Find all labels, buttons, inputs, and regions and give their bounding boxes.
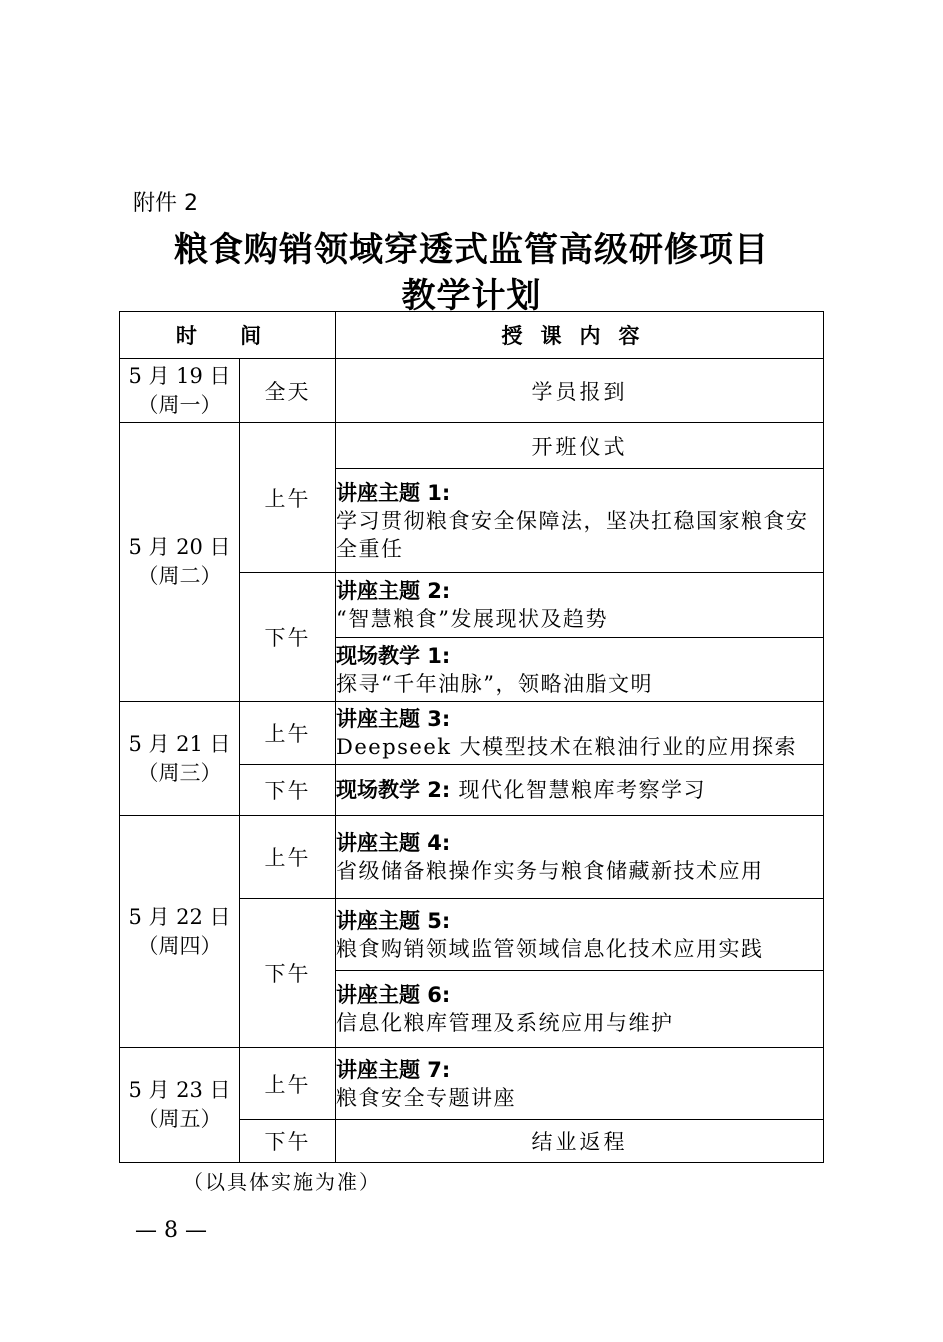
document-title: 粮食购销领域穿透式监管高级研修项目	[174, 230, 769, 270]
session-text: Deepseek 大模型技术在粮油行业的应用探索	[336, 735, 798, 759]
session-text: 粮食购销领域监管领域信息化技术应用实践	[336, 936, 764, 961]
session-title: 讲座主题 7:	[336, 1057, 451, 1082]
table-row	[120, 423, 824, 469]
session-part: 下午	[240, 765, 336, 816]
header-time: 时 间	[120, 312, 336, 359]
date-cell	[120, 359, 240, 423]
table-row	[120, 816, 824, 899]
session-content	[336, 971, 824, 1048]
session-text: 粮食安全专题讲座	[336, 1085, 516, 1110]
session-text: 学习贯彻粮食安全保障法，坚决扛稳国家粮食安全重任	[336, 508, 809, 561]
session-content	[336, 638, 824, 702]
session-content: 开班仪式	[336, 423, 824, 469]
session-title: 讲座主题 3:	[336, 707, 451, 731]
date: 5 月 21 日	[128, 731, 231, 756]
weekday: （周五）	[137, 1107, 222, 1131]
session-content: 学员报到	[336, 359, 824, 423]
session-text: 省级储备粮操作实务与粮食储藏新技术应用	[336, 859, 764, 883]
session-content	[336, 469, 824, 573]
weekday: （周四）	[137, 933, 222, 958]
session-content	[336, 702, 824, 765]
date-cell	[120, 423, 240, 702]
teaching-plan-table	[119, 311, 824, 1163]
session-part: 下午	[240, 899, 336, 1048]
session-title: 讲座主题 2:	[336, 579, 451, 603]
session-part: 下午	[240, 573, 336, 702]
session-text: 探寻“千年油脉”，领略油脂文明	[336, 671, 653, 696]
session-title: 讲座主题 4:	[336, 831, 451, 855]
weekday: （周三）	[137, 760, 222, 785]
session-part: 上午	[240, 702, 336, 765]
session-part: 上午	[240, 1048, 336, 1120]
table-header-row	[120, 312, 824, 359]
session-title: 讲座主题 6:	[336, 983, 451, 1007]
footnote: （以具体实施为准）	[183, 1170, 381, 1194]
page-number: — 8 —	[135, 1218, 207, 1243]
session-content	[336, 1048, 824, 1120]
session-content	[336, 899, 824, 971]
session-text: 现代化智慧粮库考察学习	[458, 778, 707, 802]
session-title: 讲座主题 1:	[336, 480, 451, 505]
table-row	[120, 1048, 824, 1120]
session-title: 现场教学 1:	[336, 643, 451, 668]
session-content: 结业返程	[336, 1120, 824, 1163]
session-content	[336, 573, 824, 638]
session-part: 下午	[240, 1120, 336, 1163]
session-content	[336, 765, 824, 816]
date-cell	[120, 1048, 240, 1163]
date: 5 月 20 日	[128, 535, 231, 559]
document-subtitle: 教学计划	[401, 276, 542, 316]
session-content	[336, 816, 824, 899]
date-cell	[120, 816, 240, 1048]
header-content: 授课内容	[336, 312, 824, 359]
date: 5 月 23 日	[128, 1078, 231, 1102]
session-part: 上午	[240, 423, 336, 573]
session-text: 信息化粮库管理及系统应用与维护	[336, 1011, 674, 1035]
weekday: （周二）	[137, 564, 222, 588]
table-row	[120, 702, 824, 765]
session-text: “智慧粮食”发展现状及趋势	[336, 607, 608, 631]
date: 5 月 22 日	[128, 904, 231, 929]
session-title: 现场教学 2:	[336, 778, 451, 802]
weekday: （周一）	[137, 392, 222, 417]
date: 5 月 19 日	[128, 363, 231, 388]
date-cell	[120, 702, 240, 816]
session-part: 上午	[240, 816, 336, 899]
session-part: 全天	[240, 359, 336, 423]
attachment-label: 附件 2	[133, 191, 198, 216]
table-row	[120, 359, 824, 423]
session-title: 讲座主题 5:	[336, 908, 451, 933]
